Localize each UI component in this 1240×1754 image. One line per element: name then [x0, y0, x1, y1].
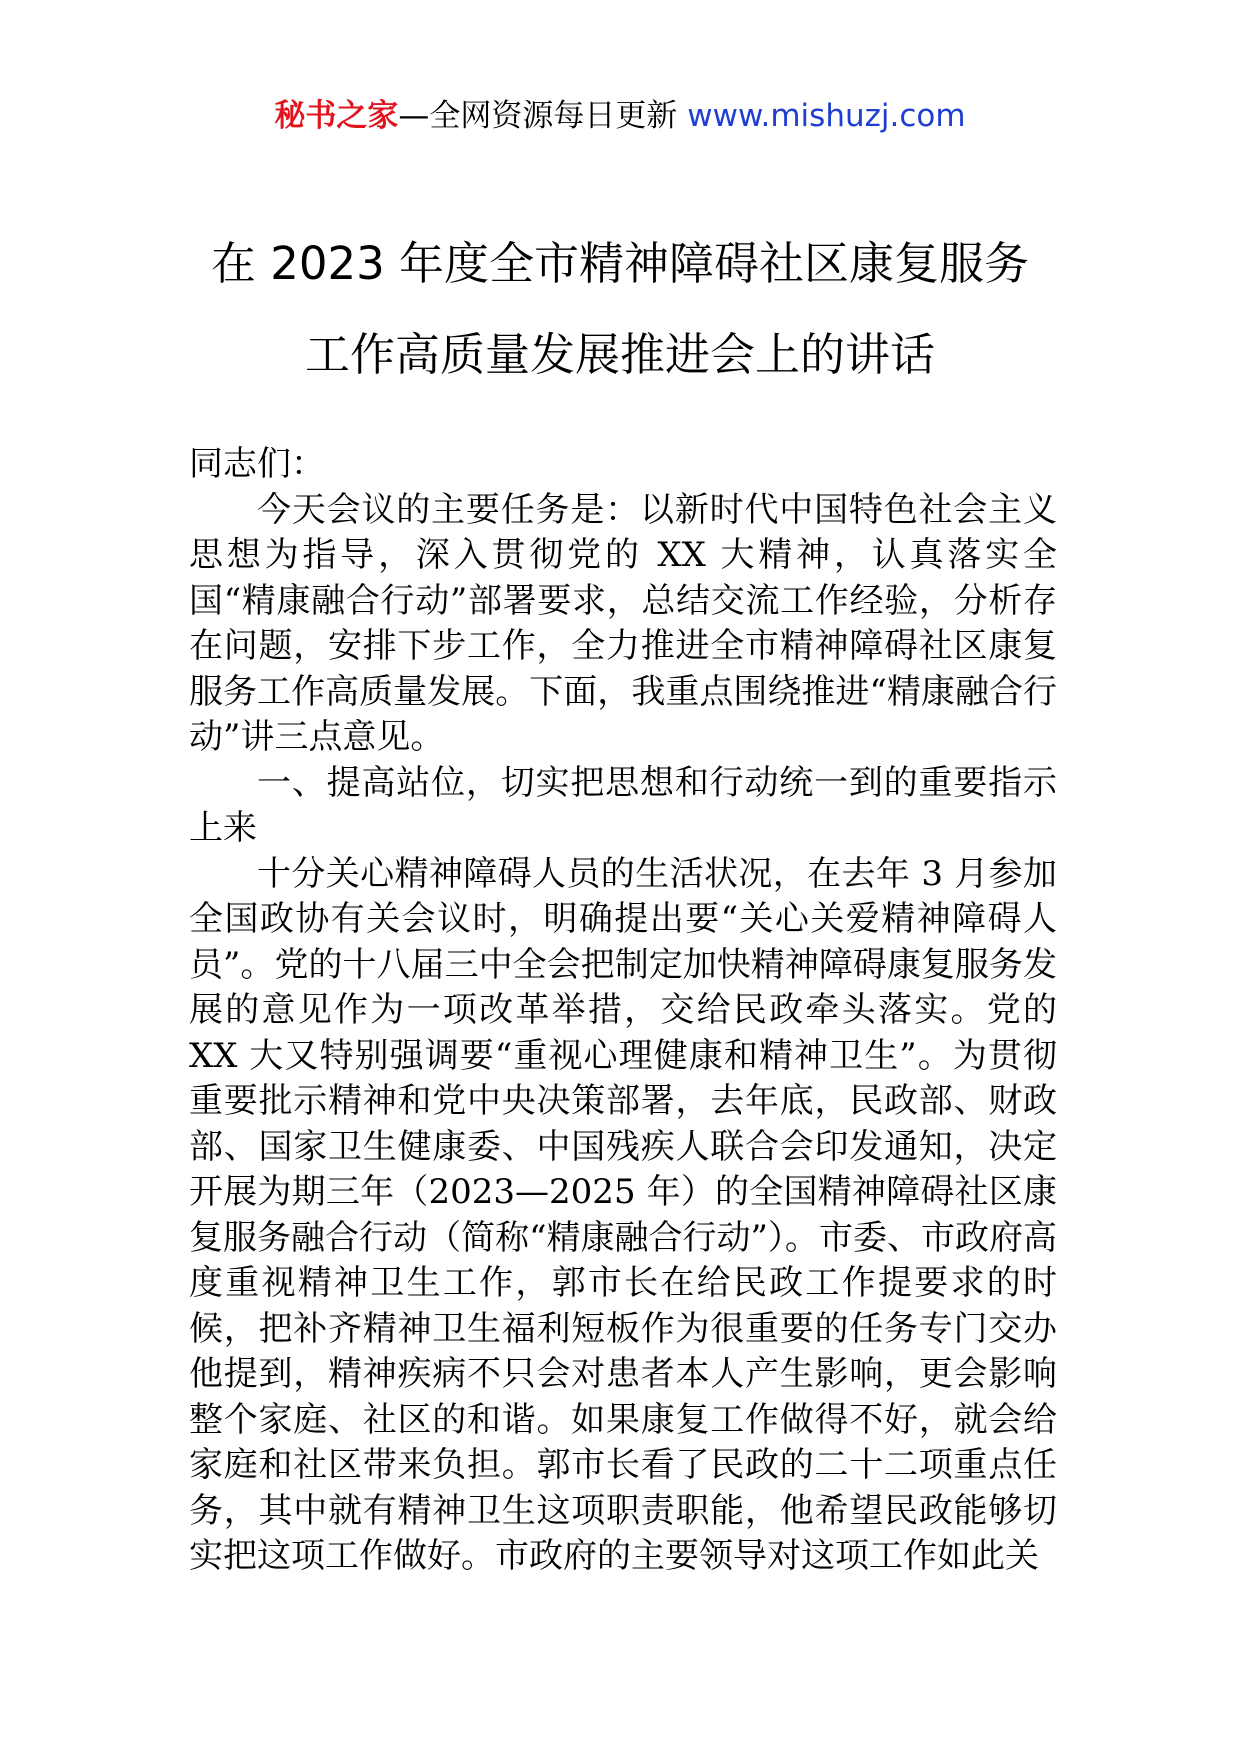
document-title-line-1: 在 2023 年度全市精神障碍社区康复服务 [210, 237, 1030, 290]
section-heading-1: 一、提高站位，切实把思想和行动统一到的重要指示上来 [189, 762, 1057, 848]
document-title-line-2: 工作高质量发展推进会上的讲话 [304, 328, 935, 381]
site-tagline: —全网资源每日更新 [398, 98, 688, 134]
site-brand: 秘书之家 [274, 98, 399, 134]
body-paragraph-section-1: 十分关心精神障碍人员的生活状况，在去年 3 月参加全国政协有关会议时，明确提出要“关心关爱精神障碍人员”。党的十八届三中全会把制定加快精神障碍康复服务发展的意见作为一项改革举措，交给民政牵头落实。党的 XX 大又特别强调要“重视心理健康和精神卫生”。为贯彻重要批示精神和党中央决策部署，去年底，民政部、财政部、国家卫生健康委、中国残疾人联合会印发通知，决定开展为期三年（2023—2025 年）的全国精神障碍社区康复服务融合行动（简称“精康融合行动”）。市委、市政府高度重视精神卫生工作，郭市长在给民政工作提要求的时候，把补齐精神卫生福利短板作为很重要的任务专门交办他提到，精神疾病不只会对患者本人产生影响，更会影响整个家庭、社区的和谐。如果康复工作做得不好，就会给家庭和社区带来负担。郭市长看了民政的二十二项重点任务，其中就有精神卫生这项职责职能，他希望民政能够切实把这项工作做好。市政府的主要领导对这项工作如此关 [189, 853, 1057, 1576]
site-header [0, 96, 1240, 136]
salutation: 同志们： [189, 444, 325, 484]
body-paragraph-intro: 今天会议的主要任务是：以新时代中国特色社会主义思想为指导，深入贯彻党的 XX 大精神，认真落实全国“精康融合行动”部署要求，总结交流工作经验，分析存在问题，安排下步工作，全力推进全市精神障碍社区康复服务工作高质量发展。下面，我重点围绕推进“精康融合行动”讲三点意见。 [189, 489, 1057, 757]
document-body [189, 442, 1057, 1580]
site-url-link[interactable]: www.mishuzj.com [687, 98, 966, 134]
